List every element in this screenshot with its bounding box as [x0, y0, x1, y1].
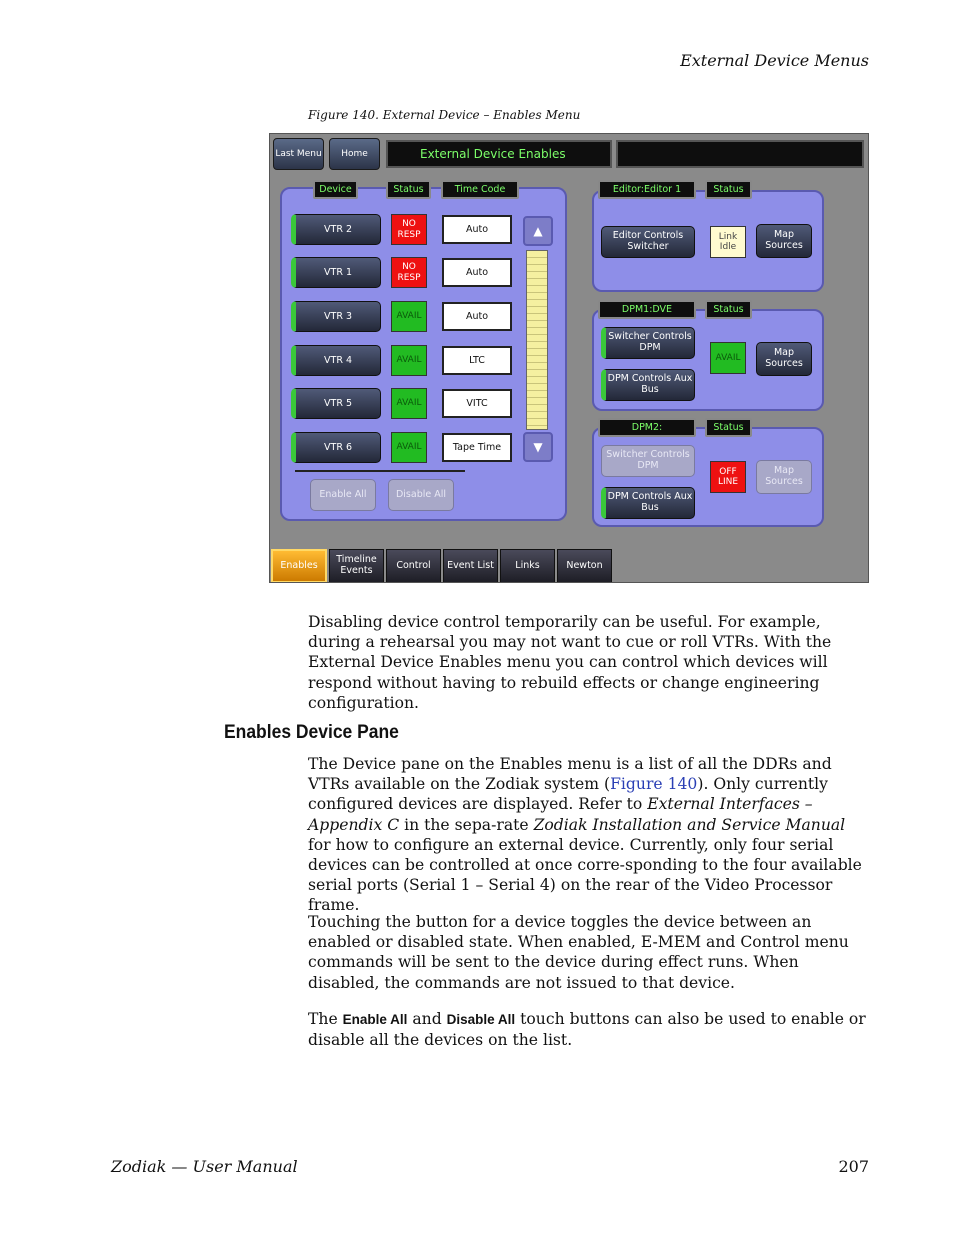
editor-status: Link Idle	[710, 226, 746, 258]
device-status-vtr3: AVAIL	[391, 301, 427, 332]
timecode-button-vtr4[interactable]: LTC	[442, 346, 512, 375]
device-column-header: Device	[313, 180, 358, 199]
editor-map-sources-button[interactable]: Map Sources	[756, 224, 812, 258]
enables-menu-screenshot	[269, 133, 869, 583]
scroll-down-arrow-icon[interactable]: ▼	[523, 432, 553, 462]
timecode-button-vtr5[interactable]: VITC	[442, 389, 512, 418]
device-pane-paragraph: The Device pane on the Enables menu is a list of all the DDRs and VTRs available on the Zodiak system (Figure 140). Only currently configured devices are displayed. Refer to External Interfaces – Appendix C in the sepa-rate Zodiak Installation and Service Manual for how to configure an external device. Currently, only four serial devices can be controlled at once corre-sponding to the four available serial ports (Serial 1 – Serial 4) on the rear of the Video Processor frame.	[308, 755, 862, 915]
dpm1-map-sources-button[interactable]: Map Sources	[756, 342, 812, 376]
device-status-vtr1: NO RESP	[391, 257, 427, 288]
dpm2-status-tag: Status	[705, 418, 752, 437]
toggle-paragraph: Touching the button for a device toggles the device between an enabled or disabled state. When enabled, E-MEM and Control menu commands will be sent to the device during effect runs. When disabled, the commands are not issued to that device.	[308, 913, 849, 992]
dpm1-status-tag: Status	[705, 300, 752, 319]
device-list-scrollbar[interactable]	[526, 250, 548, 430]
device-button-vtr2[interactable]: VTR 2	[291, 214, 381, 245]
tab-newton[interactable]: Newton	[557, 549, 612, 583]
footer-title: Zodiak — User Manual	[111, 1157, 298, 1176]
home-button[interactable]: Home	[329, 138, 380, 170]
dpm1-pane-tag: DPM1:DVE	[598, 300, 696, 319]
dpm1-status: AVAIL	[710, 342, 746, 374]
figure-link[interactable]: Figure 140	[610, 775, 698, 794]
editor-status-tag: Status	[705, 180, 752, 199]
dpm1-switcher-controls-dpm-button[interactable]: Switcher Controls DPM	[601, 327, 695, 359]
enable-all-paragraph: The Enable All and Disable All touch buttons can also be used to enable or disable all the devices on the list.	[308, 1010, 866, 1050]
editor-pane-tag: Editor:Editor 1	[598, 180, 696, 199]
dpm2-switcher-controls-dpm-button[interactable]: Switcher Controls DPM	[601, 445, 695, 477]
dpm2-dpm-controls-aux-bus-button[interactable]: DPM Controls Aux Bus	[601, 487, 695, 519]
title-bar-blank	[616, 140, 864, 168]
section-heading: Enables Device Pane	[224, 722, 399, 743]
dpm2-pane-tag: DPM2:	[598, 418, 696, 437]
last-menu-button[interactable]: Last Menu	[273, 138, 324, 170]
menu-title: External Device Enables	[386, 140, 612, 168]
device-status-vtr2: NO RESP	[391, 214, 427, 245]
tab-enables[interactable]: Enables	[271, 549, 327, 583]
tab-timeline-events[interactable]: Timeline Events	[329, 549, 384, 583]
running-header: External Device Menus	[680, 51, 869, 70]
enable-all-button[interactable]: Enable All	[310, 479, 376, 511]
device-status-vtr6: AVAIL	[391, 432, 427, 463]
device-status-vtr4: AVAIL	[391, 345, 427, 376]
intro-paragraph: Disabling device control temporarily can be useful. For example, during a rehearsal you may not want to cue or roll VTRs. With the External Device Enables menu you can control which devices will respond without having to rebuild effects or change engineering configuration.	[308, 613, 832, 712]
page-number: 207	[838, 1157, 869, 1176]
timecode-button-vtr2[interactable]: Auto	[442, 215, 512, 244]
device-button-vtr4[interactable]: VTR 4	[291, 345, 381, 376]
status-column-header: Status	[386, 180, 431, 199]
device-button-vtr6[interactable]: VTR 6	[291, 432, 381, 463]
editor-controls-switcher-button[interactable]: Editor Controls Switcher	[601, 226, 695, 258]
device-button-vtr5[interactable]: VTR 5	[291, 388, 381, 419]
figure-caption: Figure 140. External Device – Enables Menu	[308, 108, 581, 122]
device-button-vtr1[interactable]: VTR 1	[291, 257, 381, 288]
pane-divider	[295, 470, 465, 472]
dpm1-dpm-controls-aux-bus-button[interactable]: DPM Controls Aux Bus	[601, 369, 695, 401]
timecode-button-vtr3[interactable]: Auto	[442, 302, 512, 331]
timecode-column-header: Time Code	[441, 180, 519, 199]
device-button-vtr3[interactable]: VTR 3	[291, 301, 381, 332]
tab-links[interactable]: Links	[500, 549, 555, 583]
dpm2-map-sources-button[interactable]: Map Sources	[756, 460, 812, 494]
disable-all-button[interactable]: Disable All	[388, 479, 454, 511]
scroll-up-arrow-icon[interactable]: ▲	[523, 216, 553, 246]
device-status-vtr5: AVAIL	[391, 388, 427, 419]
timecode-button-vtr6[interactable]: Tape Time	[442, 433, 512, 462]
tab-event-list[interactable]: Event List	[443, 549, 498, 583]
tab-control[interactable]: Control	[386, 549, 441, 583]
timecode-button-vtr1[interactable]: Auto	[442, 258, 512, 287]
dpm2-status: OFF LINE	[710, 461, 746, 493]
